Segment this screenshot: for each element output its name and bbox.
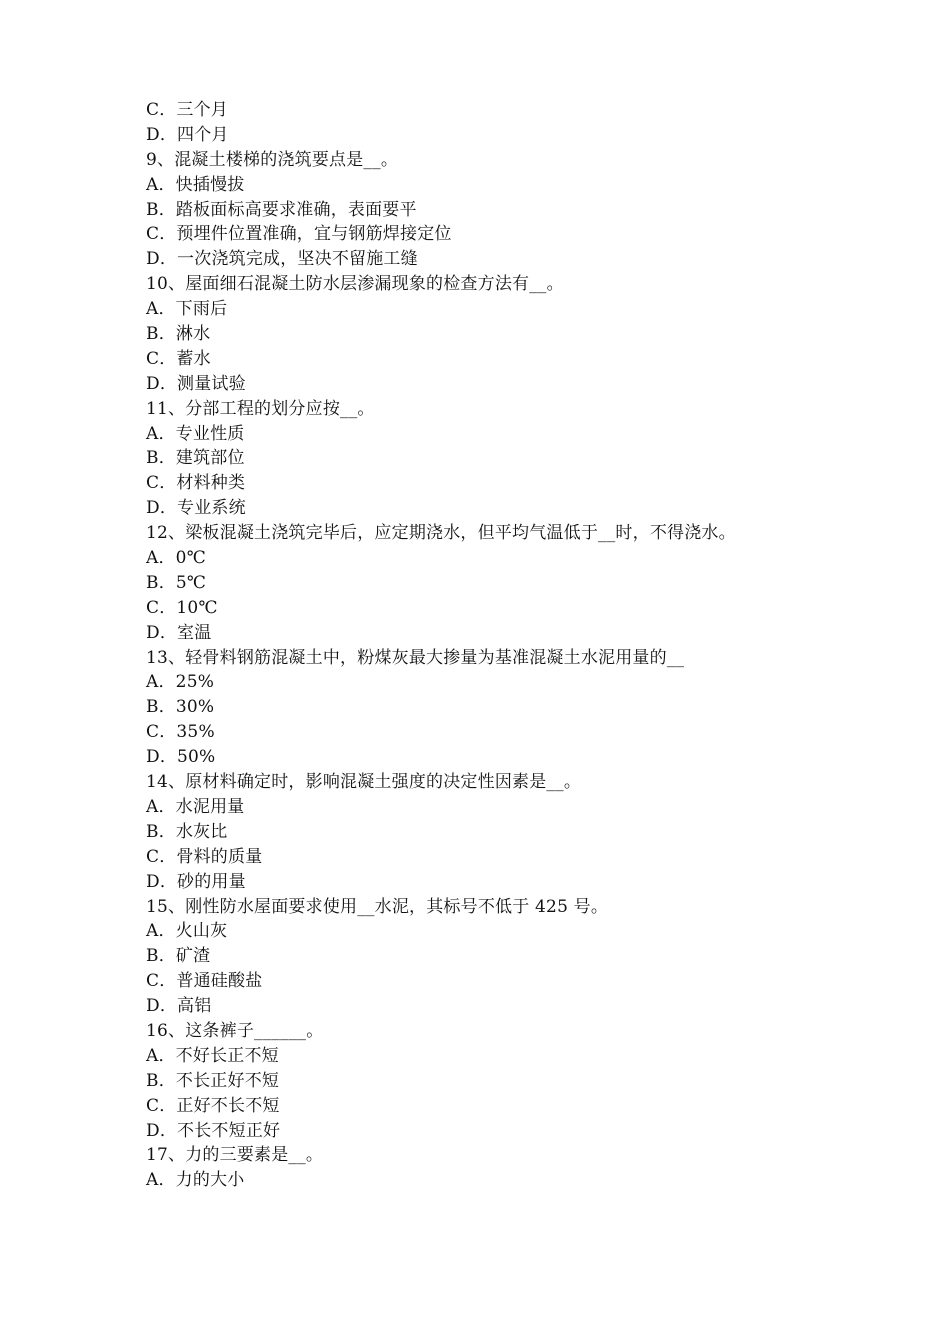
option-line: A．0℃ xyxy=(146,548,206,569)
question-line: 14、原材料确定时，影响混凝土强度的决定性因素是__。 xyxy=(146,772,582,793)
option-line: C．蓄水 xyxy=(146,348,211,369)
question-line: 16、这条裤子______。 xyxy=(146,1020,324,1041)
option-line: C．材料种类 xyxy=(146,473,246,494)
option-line: A．火山灰 xyxy=(146,921,228,942)
question-line: 13、轻骨料钢筋混凝土中，粉煤灰最大掺量为基准混凝土水泥用量的__ xyxy=(146,647,685,668)
option-line: A．快插慢拔 xyxy=(146,174,245,195)
option-line: D．测量试验 xyxy=(146,373,246,394)
option-line: A．专业性质 xyxy=(146,423,245,444)
option-line: B．踏板面标高要求准确，表面要平 xyxy=(146,199,417,220)
question-line: 11、分部工程的划分应按__。 xyxy=(146,398,375,419)
option-line: B．淋水 xyxy=(146,324,211,345)
question-line: 9、混凝土楼梯的浇筑要点是__。 xyxy=(146,149,399,170)
option-line: A．力的大小 xyxy=(146,1170,245,1191)
option-line: D．一次浇筑完成，坚决不留施工缝 xyxy=(146,249,418,270)
option-line: C．骨料的质量 xyxy=(146,846,263,867)
question-line: 12、梁板混凝土浇筑完毕后，应定期浇水，但平均气温低于__时，不得浇水。 xyxy=(146,523,736,544)
option-line: C．三个月 xyxy=(146,100,229,120)
option-line: B．不长正好不短 xyxy=(146,1070,280,1091)
option-line: D．室温 xyxy=(146,622,212,643)
option-line: C．35% xyxy=(146,722,215,743)
option-line: D．50% xyxy=(146,747,216,768)
question-list xyxy=(146,98,826,1193)
option-line: B．5℃ xyxy=(146,572,207,593)
option-line: B．30% xyxy=(146,697,215,718)
option-line: C．正好不长不短 xyxy=(146,1095,280,1116)
option-line: C．预埋件位置准确，宜与钢筋焊接定位 xyxy=(146,224,452,245)
option-line: C．10℃ xyxy=(146,597,218,618)
option-line: A．水泥用量 xyxy=(146,796,245,817)
option-line: D．四个月 xyxy=(146,124,229,145)
option-line: D．砂的用量 xyxy=(146,871,246,892)
option-line: D．不长不短正好 xyxy=(146,1120,281,1141)
option-line: C．普通硅酸盐 xyxy=(146,971,263,992)
option-line: A．下雨后 xyxy=(146,299,228,320)
option-line: A．不好长正不短 xyxy=(146,1045,279,1066)
option-line: B．矿渣 xyxy=(146,946,211,967)
option-line: B．水灰比 xyxy=(146,821,228,842)
question-line: 10、屋面细石混凝土防水层渗漏现象的检查方法有__。 xyxy=(146,274,564,295)
question-line: 17、力的三要素是__。 xyxy=(146,1145,324,1166)
option-line: B．建筑部位 xyxy=(146,448,245,469)
question-line: 15、刚性防水屋面要求使用__水泥，其标号不低于 425 号。 xyxy=(146,896,609,917)
option-line: D．高铝 xyxy=(146,996,212,1017)
option-line: D．专业系统 xyxy=(146,498,246,519)
option-line: A．25% xyxy=(146,672,215,693)
